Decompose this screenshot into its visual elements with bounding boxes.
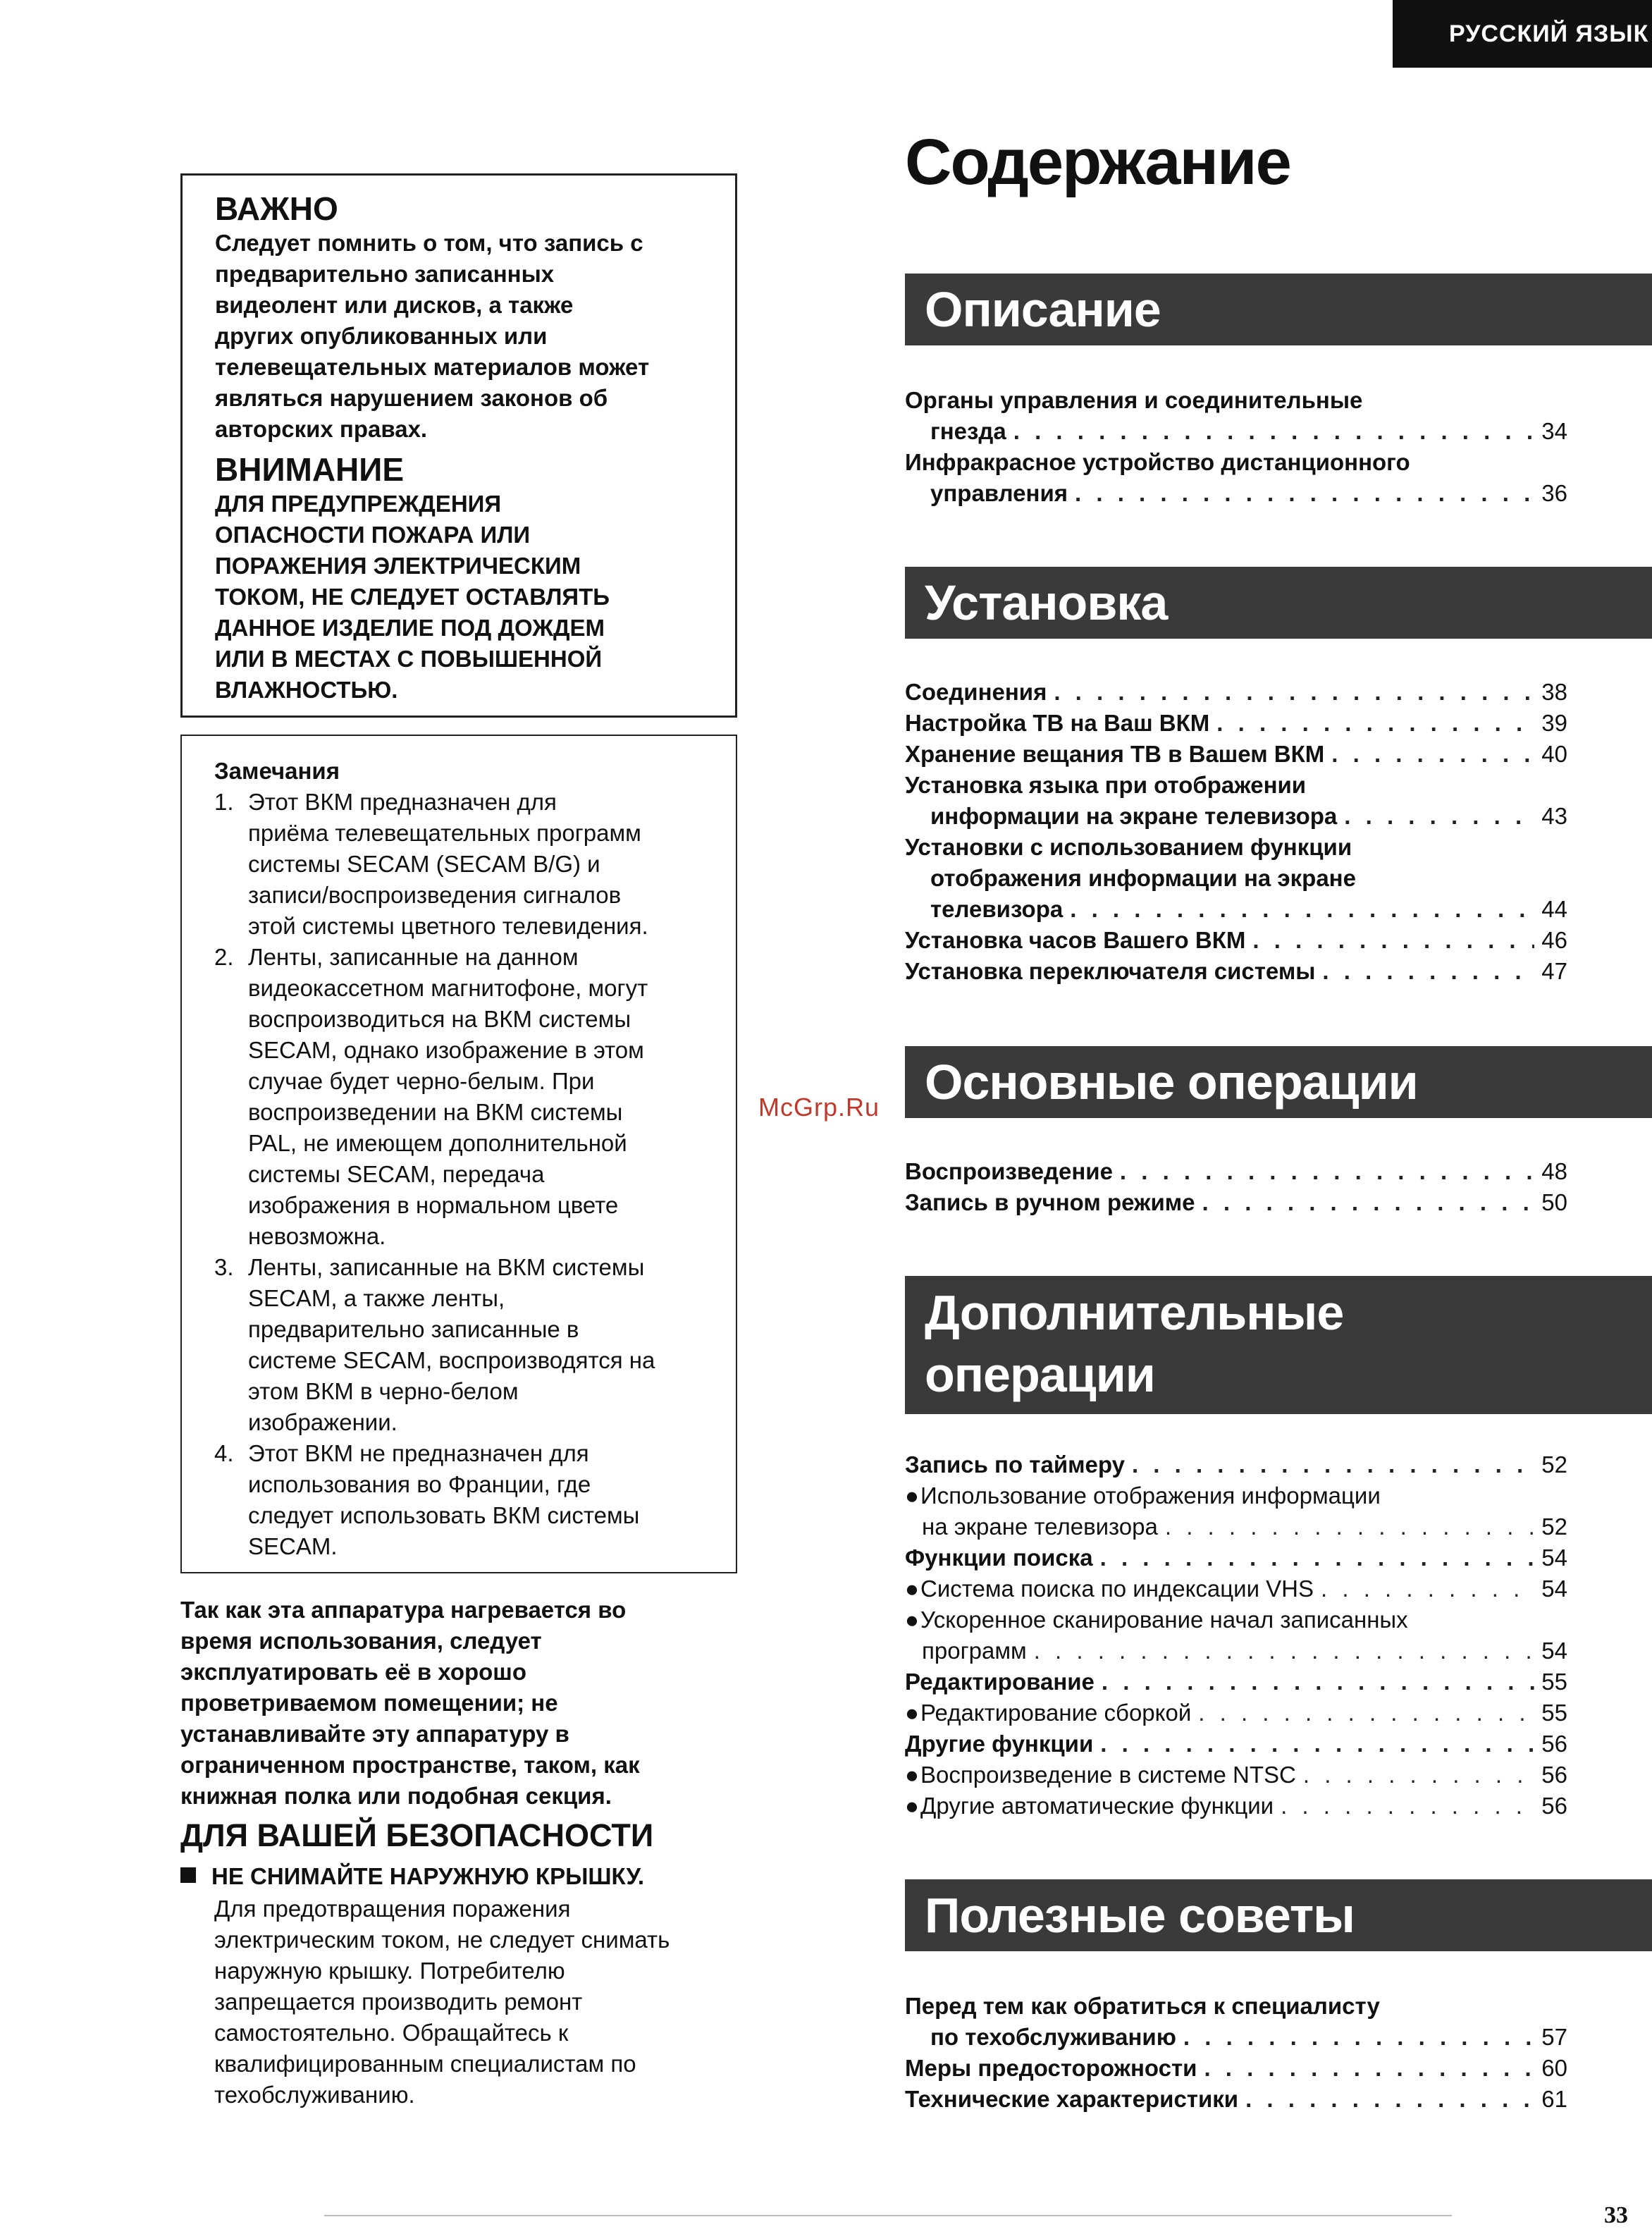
toc-page-number: 52	[1541, 1513, 1567, 1540]
toc-entry-title: Запись в ручном режиме	[905, 1189, 1195, 1215]
text-line: ВЛАЖНОСТЬЮ.	[215, 677, 398, 703]
dot-leader	[1204, 2053, 1534, 2084]
toc-entry-title: программ	[922, 1638, 1027, 1664]
toc-entry[interactable]	[905, 1480, 1567, 1542]
toc-entry-title: Установка языка при отображении	[905, 772, 1307, 798]
toc-entry-title: управления	[930, 480, 1068, 506]
section-heading-additional-operations	[905, 1276, 1652, 1414]
toc-entry-title: Функции поиска	[905, 1545, 1093, 1571]
text-line: являться нарушением законов об	[215, 385, 608, 411]
dot-leader	[1281, 1791, 1534, 1822]
dot-leader	[1183, 2022, 1534, 2053]
text-line: Следует помнить о том, что запись с	[215, 230, 643, 256]
section-heading-basic-operations	[905, 1046, 1652, 1118]
text-line: наружную крышку. Потребителю	[214, 1958, 565, 1984]
dot-leader	[1100, 1728, 1534, 1760]
toc-entry[interactable]	[905, 1156, 1567, 1187]
text-line: техобслуживанию.	[214, 2082, 415, 2108]
toc-page-number: 40	[1541, 741, 1567, 767]
toc-entry-title: по техобслуживанию	[930, 2024, 1176, 2050]
toc-entry-title: Перед тем как обратиться к специалисту	[905, 1993, 1380, 2019]
note-line: SECAM, а также ленты,	[248, 1285, 505, 1311]
note-line: приёма телевещательных программ	[248, 820, 641, 846]
caution-heading: ВНИМАНИЕ	[215, 451, 405, 488]
dot-leader	[1054, 677, 1534, 708]
notes-title: Замечания	[214, 758, 340, 784]
toc-list-additional-operations	[905, 1449, 1567, 1822]
toc-page-number: 56	[1541, 1762, 1567, 1788]
note-line: воспроизводиться на ВКМ системы	[248, 1006, 631, 1032]
ventilation-notice	[180, 1595, 737, 1812]
note-line: этом ВКМ в черно-белом	[248, 1378, 519, 1404]
page-number: 33	[1604, 2202, 1628, 2228]
toc-page-number: 38	[1541, 679, 1567, 705]
toc-page-number: 56	[1541, 1793, 1567, 1819]
note-line: изображения в нормальном цвете	[248, 1192, 619, 1218]
toc-page-number: 47	[1541, 958, 1567, 984]
safety-text	[214, 1893, 750, 2111]
dot-leader	[1198, 1697, 1534, 1728]
text-line: самостоятельно. Обращайтесь к	[214, 2020, 569, 2046]
note-item	[214, 787, 715, 942]
bullet-icon: ●	[905, 1607, 919, 1633]
section-heading-text: Основные операции	[925, 1055, 1418, 1110]
toc-entry[interactable]	[905, 1791, 1567, 1822]
note-line: случае будет черно-белым. При	[248, 1068, 595, 1094]
toc-list-setup	[905, 677, 1567, 987]
text-line: ПОРАЖЕНИЯ ЭЛЕКТРИЧЕСКИМ	[215, 553, 581, 579]
toc-page-number: 36	[1541, 480, 1567, 506]
note-line: PAL, не имеющем дополнительной	[248, 1130, 627, 1156]
toc-entry-title: Редактирование	[905, 1669, 1095, 1695]
dot-leader	[1331, 739, 1534, 770]
dot-leader	[1013, 416, 1535, 447]
notes-box	[180, 735, 737, 1573]
note-line: Ленты, записанные на данном	[248, 944, 579, 970]
text-line: электрическим током, не следует снимать	[214, 1927, 670, 1953]
toc-entry[interactable]	[905, 708, 1567, 739]
toc-entry[interactable]	[905, 2084, 1567, 2115]
note-line: этой системы цветного телевидения.	[248, 913, 648, 939]
section-heading-text: Установка	[925, 575, 1168, 630]
section-heading-text: операции	[925, 1347, 1155, 1402]
safety-subheading	[180, 1861, 644, 1892]
text-line: телевещательных материалов может	[215, 354, 650, 380]
toc-page-number: 48	[1541, 1158, 1567, 1184]
toc-list-useful-tips	[905, 1991, 1567, 2115]
toc-entry[interactable]	[905, 1187, 1567, 1218]
toc-entry[interactable]	[905, 1542, 1567, 1573]
toc-entry[interactable]	[905, 447, 1567, 509]
toc-entry-title: гнезда	[930, 418, 1006, 444]
toc-entry[interactable]	[905, 925, 1567, 956]
note-line: видеокассетном магнитофоне, могут	[248, 975, 648, 1001]
dot-leader	[1165, 1511, 1534, 1542]
note-line: SECAM.	[248, 1533, 338, 1559]
toc-page-number: 60	[1541, 2055, 1567, 2081]
text-line: время использования, следует	[180, 1628, 542, 1654]
bullet-icon: ●	[905, 1482, 919, 1509]
toc-entry-title: Редактирование сборкой	[920, 1700, 1192, 1726]
text-line: других опубликованных или	[215, 323, 548, 349]
note-number: 2.	[214, 944, 234, 970]
dot-leader	[1344, 801, 1534, 832]
note-item	[214, 942, 715, 1252]
section-heading-text: Полезные советы	[925, 1888, 1355, 1943]
text-line: квалифицированным специалистам по	[214, 2051, 636, 2077]
dot-leader	[1132, 1449, 1534, 1480]
toc-entry[interactable]	[905, 739, 1567, 770]
dot-leader	[1102, 1666, 1534, 1697]
note-line: записи/воспроизведения сигналов	[248, 882, 622, 908]
note-line: Ленты, записанные на ВКМ системы	[248, 1254, 645, 1280]
note-line: изображении.	[248, 1409, 397, 1435]
dot-leader	[1120, 1156, 1534, 1187]
note-number: 4.	[214, 1440, 234, 1466]
toc-entry-title: Воспроизведение	[905, 1158, 1113, 1184]
text-line: ИЛИ В МЕСТАХ С ПОВЫШЕННОЙ	[215, 646, 603, 672]
dot-leader	[1303, 1760, 1534, 1791]
dot-leader	[1034, 1635, 1535, 1666]
toc-entry[interactable]	[905, 677, 1567, 708]
toc-page-number: 55	[1541, 1700, 1567, 1726]
note-line: системы SECAM, передача	[248, 1161, 545, 1187]
bottom-rule	[324, 2215, 1452, 2216]
warning-box	[180, 173, 737, 718]
toc-page-number: 54	[1541, 1638, 1567, 1664]
section-heading-description	[905, 274, 1652, 345]
toc-entry-title: Запись по таймеру	[905, 1451, 1125, 1478]
toc-page-number: 50	[1541, 1189, 1567, 1215]
safety-heading: ДЛЯ ВАШЕЙ БЕЗОПАСНОСТИ	[180, 1817, 654, 1853]
toc-entry[interactable]	[905, 770, 1567, 832]
note-line: воспроизведении на ВКМ системы	[248, 1099, 623, 1125]
toc-page-number: 61	[1541, 2086, 1567, 2112]
dot-leader	[1322, 956, 1534, 987]
toc-entry[interactable]	[905, 1449, 1567, 1480]
dot-leader	[1100, 1542, 1535, 1573]
note-line: Этот ВКМ не предназначен для	[248, 1440, 589, 1466]
toc-entry-title: на экране телевизора	[922, 1513, 1158, 1540]
important-heading: ВАЖНО	[215, 190, 338, 227]
note-line: SECAM, однако изображение в этом	[248, 1037, 644, 1063]
text-line: устанавливайте эту аппаратуру в	[180, 1721, 569, 1747]
toc-entry-title: Настройка ТВ на Ваш ВКМ	[905, 710, 1210, 736]
section-heading-text: Дополнительные	[925, 1285, 1344, 1340]
square-bullet-icon	[180, 1867, 196, 1883]
toc-entry-title: Ускоренное сканирование начал записанных	[920, 1607, 1408, 1633]
toc-list-basic-operations	[905, 1156, 1567, 1218]
toc-list-description	[905, 385, 1567, 509]
text-line: авторских правах.	[215, 416, 428, 442]
toc-entry-title: Соединения	[905, 679, 1047, 705]
toc-page-number: 54	[1541, 1576, 1567, 1602]
toc-entry[interactable]	[905, 2053, 1567, 2084]
toc-entry[interactable]	[905, 1991, 1567, 2053]
bullet-icon: ●	[905, 1700, 919, 1726]
note-number: 3.	[214, 1254, 234, 1280]
toc-page-number: 46	[1541, 927, 1567, 953]
toc-page-number: 54	[1541, 1545, 1567, 1571]
dot-leader	[1075, 478, 1534, 509]
toc-page-number: 55	[1541, 1669, 1567, 1695]
note-line: следует использовать ВКМ системы	[248, 1502, 640, 1528]
dot-leader	[1202, 1187, 1535, 1218]
text-line: книжная полка или подобная секция.	[180, 1783, 612, 1809]
safety-subheading-text: НЕ СНИМАЙТЕ НАРУЖНУЮ КРЫШКУ.	[211, 1863, 645, 1889]
note-item	[214, 1438, 715, 1562]
toc-entry-title: телевизора	[930, 896, 1064, 922]
toc-entry-title: Другие функции	[905, 1731, 1094, 1757]
important-text	[215, 228, 714, 445]
toc-entry-title: Воспроизведение в системе NTSC	[920, 1762, 1296, 1788]
toc-page-number: 57	[1541, 2024, 1567, 2050]
toc-page-number: 39	[1541, 710, 1567, 736]
toc-entry[interactable]	[905, 1666, 1567, 1697]
caution-text	[215, 489, 714, 706]
text-line: ДЛЯ ПРЕДУПРЕЖДЕНИЯ	[215, 491, 502, 517]
toc-entry-title: Технические характеристики	[905, 2086, 1239, 2112]
page-title: Содержание	[905, 126, 1290, 198]
toc-page-number: 34	[1541, 418, 1567, 444]
dot-leader	[1252, 925, 1534, 956]
toc-entry-title: Органы управления и соединительные	[905, 387, 1363, 413]
text-line: Для предотвращения поражения	[214, 1896, 571, 1922]
toc-page-number: 52	[1541, 1451, 1567, 1478]
toc-entry[interactable]	[905, 1573, 1567, 1604]
toc-entry-title: Система поиска по индексации VHS	[920, 1576, 1314, 1602]
note-line: предварительно записанные в	[248, 1316, 579, 1342]
toc-entry-title: Использование отображения информации	[920, 1482, 1381, 1509]
section-heading-setup	[905, 567, 1652, 639]
dot-leader	[1245, 2084, 1534, 2115]
toc-entry[interactable]	[905, 1760, 1567, 1791]
toc-entry[interactable]	[905, 385, 1567, 447]
toc-entry-title: Хранение вещания ТВ в Вашем ВКМ	[905, 741, 1325, 767]
toc-entry-title: информации на экране телевизора	[930, 803, 1338, 829]
bullet-icon: ●	[905, 1762, 919, 1788]
note-line: невозможна.	[248, 1223, 386, 1249]
bullet-icon: ●	[905, 1793, 919, 1819]
notes-list	[214, 787, 715, 1562]
toc-entry-title: Установки с использованием функции	[905, 834, 1352, 860]
text-line: ДАННОЕ ИЗДЕЛИЕ ПОД ДОЖДЕМ	[215, 615, 605, 641]
text-line: проветриваемом помещении; не	[180, 1690, 558, 1716]
toc-page-number: 43	[1541, 803, 1567, 829]
dot-leader	[1070, 894, 1534, 925]
toc-entry-title: отображения информации на экране	[930, 865, 1356, 891]
toc-entry[interactable]	[905, 1697, 1567, 1728]
toc-entry-title: Инфракрасное устройство дистанционного	[905, 449, 1410, 475]
text-line: запрещается производить ремонт	[214, 1989, 583, 2015]
section-heading-text: Описание	[925, 282, 1161, 337]
text-line: ограниченном пространстве, таком, как	[180, 1752, 640, 1778]
dot-leader	[1216, 708, 1534, 739]
watermark: McGrp.Ru	[758, 1093, 880, 1122]
note-item	[214, 1252, 715, 1438]
language-tab: РУССКИЙ ЯЗЫК	[1393, 0, 1652, 68]
text-line: ТОКОМ, НЕ СЛЕДУЕТ ОСТАВЛЯТЬ	[215, 584, 610, 610]
toc-entry[interactable]	[905, 956, 1567, 987]
note-line: системы SECAM (SECAM B/G) и	[248, 851, 600, 877]
text-line: эксплуатировать её в хорошо	[180, 1659, 526, 1685]
text-line: Так как эта аппаратура нагревается во	[180, 1597, 627, 1623]
toc-entry-title: Установка часов Вашего ВКМ	[905, 927, 1246, 953]
note-line: Этот ВКМ предназначен для	[248, 789, 557, 815]
section-heading-useful-tips	[905, 1879, 1652, 1951]
dot-leader	[1321, 1573, 1534, 1604]
toc-entry-title: Другие автоматические функции	[920, 1793, 1274, 1819]
toc-entry[interactable]	[905, 1728, 1567, 1760]
bullet-icon: ●	[905, 1576, 919, 1602]
toc-entry[interactable]	[905, 832, 1567, 925]
toc-entry-title: Меры предосторожности	[905, 2055, 1197, 2081]
toc-page-number: 56	[1541, 1731, 1567, 1757]
toc-page-number: 44	[1541, 896, 1567, 922]
note-number: 1.	[214, 789, 234, 815]
note-line: системе SECAM, воспроизводятся на	[248, 1347, 655, 1373]
text-line: видеолент или дисков, а также	[215, 292, 574, 318]
note-line: использования во Франции, где	[248, 1471, 591, 1497]
toc-entry-title: Установка переключателя системы	[905, 958, 1316, 984]
text-line: предварительно записанных	[215, 261, 555, 287]
toc-entry[interactable]	[905, 1604, 1567, 1666]
text-line: ОПАСНОСТИ ПОЖАРА ИЛИ	[215, 522, 531, 548]
